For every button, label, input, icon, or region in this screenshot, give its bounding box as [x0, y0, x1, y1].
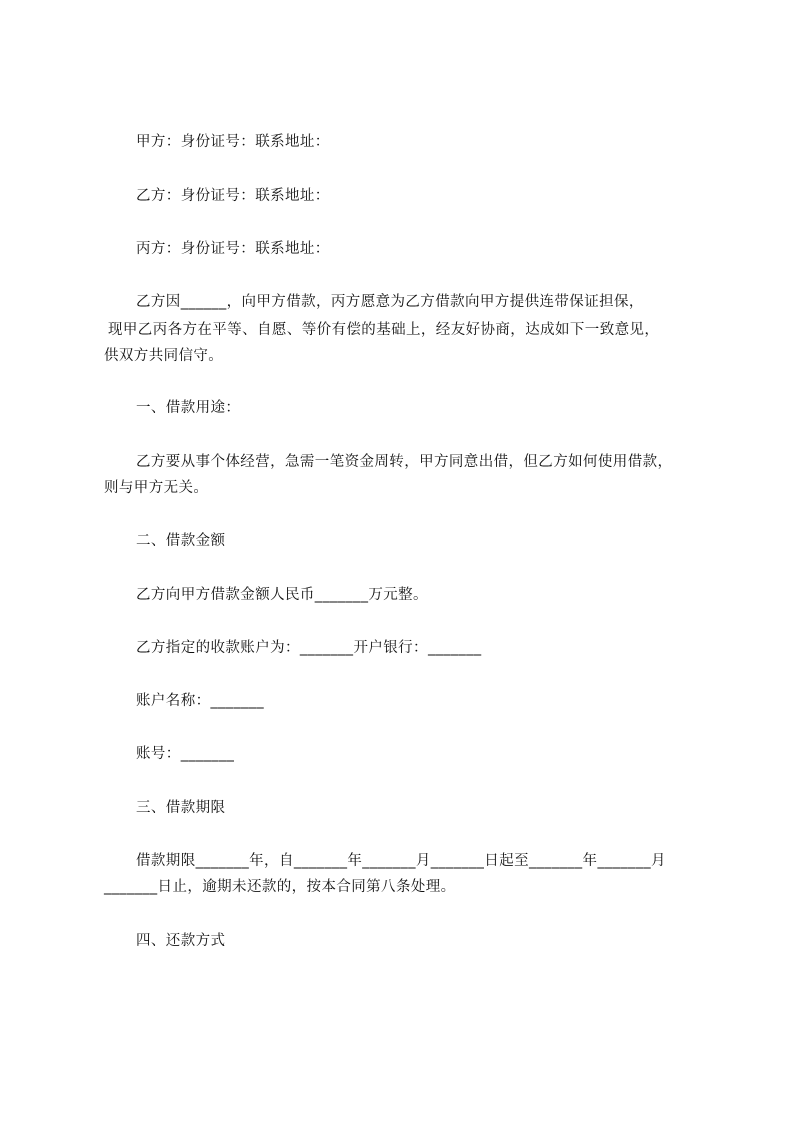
- party-b-line: 乙方：身份证号：联系地址：: [136, 188, 330, 204]
- party-c-line: 丙方：身份证号：联系地址：: [136, 241, 330, 257]
- receiving-account-line: 乙方指定的收款账户为：_______开户银行：_______: [136, 640, 482, 656]
- account-name-line: 账户名称：_______: [136, 693, 265, 709]
- loan-amount-line: 乙方向甲方借款金额人民币_______万元整。: [136, 587, 428, 603]
- section-2-heading: 二、借款金额: [136, 533, 226, 549]
- loan-term-line-1: 借款期限_______年，自_______年_______月_______日起至_______年_______月: [136, 853, 666, 869]
- intro-paragraph-line-3: 供双方共同信守。: [104, 348, 224, 364]
- intro-paragraph-line-1: 乙方因______，向甲方借款，丙方愿意为乙方借款向甲方提供连带保证担保，: [136, 294, 644, 310]
- section-1-text-line-1: 乙方要从事个体经营，急需一笔资金周转，甲方同意出借，但乙方如何使用借款，: [136, 454, 673, 470]
- account-number-line: 账号：_______: [136, 746, 235, 762]
- section-3-heading: 三、借款期限: [136, 800, 226, 816]
- section-1-text-line-2: 则与甲方无关。: [104, 480, 209, 496]
- intro-paragraph-line-2: 现甲乙丙各方在平等、自愿、等价有偿的基础上，经友好协商，达成如下一致意见，: [108, 322, 660, 338]
- loan-term-line-2: _______日止，逾期未还款的，按本合同第八条处理。: [104, 879, 456, 895]
- party-a-line: 甲方：身份证号：联系地址：: [136, 134, 330, 150]
- section-4-heading: 四、还款方式: [136, 933, 226, 949]
- section-1-heading: 一、借款用途：: [136, 400, 241, 416]
